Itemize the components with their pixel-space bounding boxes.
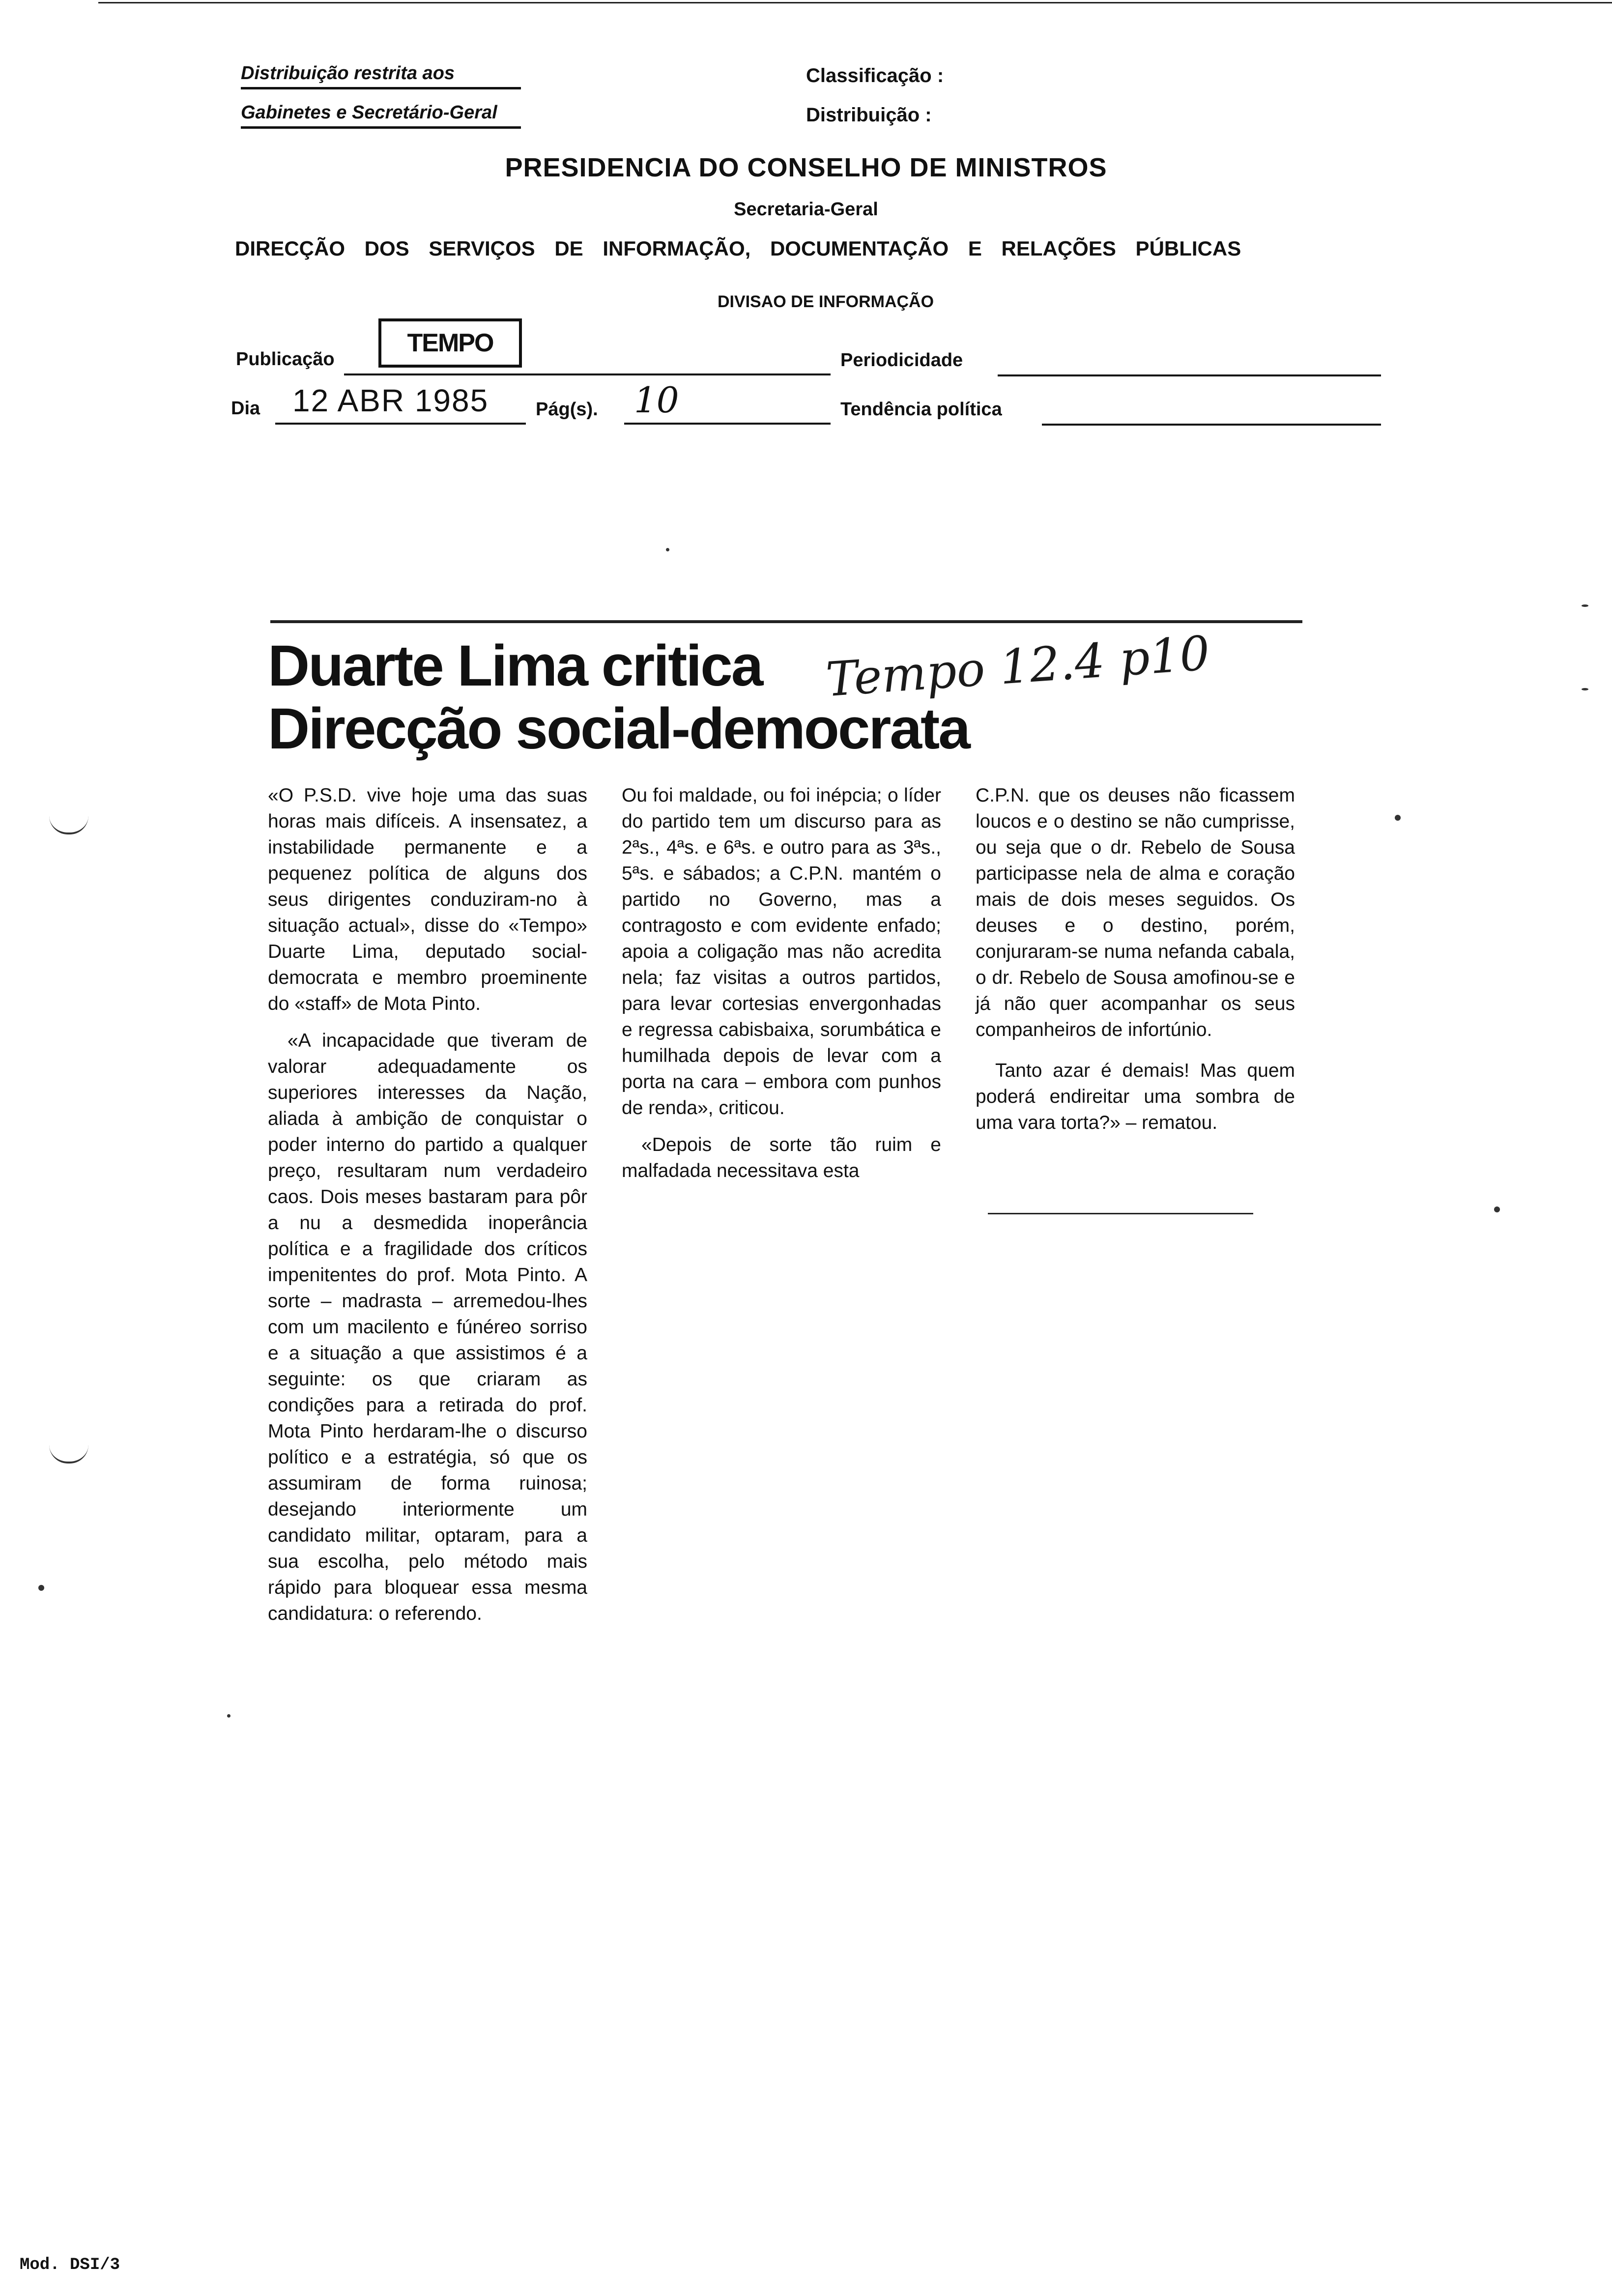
- scan-speck-2: [1494, 1206, 1500, 1212]
- handwritten-note: Tempo 12.4 p10: [824, 625, 1212, 708]
- political-label: Tendência política: [840, 399, 1002, 420]
- periodicity-label: Periodicidade: [840, 350, 963, 371]
- pages-value: 10: [634, 379, 679, 421]
- headline-line2: Direcção social-democrata: [268, 696, 969, 761]
- article-top-rule: [270, 620, 1302, 623]
- pages-label: Pág(s).: [536, 399, 598, 420]
- scan-speck-6: [666, 548, 669, 551]
- distribution-line2: Gabinetes e Secretário-Geral: [241, 102, 521, 129]
- model-code: Mod. DSI/3: [20, 2256, 120, 2274]
- article-column-1: [268, 782, 587, 1637]
- col2-paragraph-2: «Depois de sorte tão ruim e malfadada necessitava esta: [622, 1134, 941, 1181]
- distribution-line1: Distribuição restrita aos: [241, 63, 521, 89]
- direction-title: DIRECÇÃO DOS SERVIÇOS DE INFORMAÇÃO, DOCUMENTAÇÃO E RELAÇÕES PÚBLICAS: [235, 237, 1241, 260]
- classification-label: Classificação :: [806, 65, 944, 86]
- day-label: Dia: [231, 398, 260, 419]
- periodicity-line: [998, 374, 1381, 376]
- publication-stamp: TEMPO: [407, 329, 493, 357]
- col1-paragraph-2: «A incapacidade que tiveram de valorar adequadamente os superiores interesses da Nação, aliada à ambição de conquistar o poder interno do partido a qualquer preço, resultaram num verdadeiro caos. Dois meses bastaram para pôr a nu a desmedida inoperância política e a fragilidade dos críticos impenitentes do prof. Mota Pinto. A sorte – madrasta – arremedou-lhes com um macilento e fúnéreo sorriso e a situação a que assistimos é a seguinte: os que criaram as condições para a retirada do prof. Mota Pinto herdaram-lhe o discurso político e a estratégia, só que os assumiram de forma ruinosa; desejando interiormente um candidato militar, optaram, para a sua escolha, pelo método mais rápido para bloquear essa mesma candidatura: o referendo.: [268, 1030, 587, 1624]
- date-stamp: 12 ABR 1985: [292, 383, 489, 418]
- publication-stamp-box: [378, 318, 522, 368]
- scan-speck-5: [1582, 688, 1588, 690]
- secretariat: Secretaria-Geral: [734, 199, 878, 220]
- scan-speck-4: [1582, 604, 1588, 607]
- publication-label: Publicação: [236, 349, 335, 370]
- col3-paragraph-2: Tanto azar é demais! Mas quem poderá endireitar uma sombra de uma vara torta?» – rematou.: [976, 1060, 1295, 1133]
- distribution-label: Distribuição :: [806, 104, 932, 126]
- division-title: DIVISAO DE INFORMAÇÃO: [717, 292, 934, 311]
- scan-mark-curve-2: [49, 1445, 88, 1464]
- col1-paragraph-1: «O P.S.D. vive hoje uma das suas horas mais difíceis. A insensatez, a instabilidade permanente e a pequenez política de alguns dos seus dirigentes conduziram-no à situação actual», disse do «Tempo» Duarte Lima, deputado social-democrata e membro proeminente do «staff» de Mota Pinto.: [268, 785, 587, 1014]
- scan-speck-7: [227, 1714, 230, 1718]
- day-line: [275, 423, 526, 425]
- scan-top-edge: [98, 2, 1612, 3]
- pages-line: [624, 423, 831, 425]
- scan-speck-3: [38, 1585, 44, 1591]
- article-end-rule: [988, 1213, 1253, 1214]
- headline-line1: Duarte Lima critica: [268, 633, 762, 698]
- scan-speck-1: [1395, 815, 1401, 821]
- political-line: [1042, 424, 1381, 426]
- publication-line: [344, 373, 831, 375]
- col2-paragraph-1: Ou foi maldade, ou foi inépcia; o líder do partido tem um discurso para as 2ªs., 4ªs. e 6ªs. e outro para as 3ªs., 5ªs. e sábados; a C.P.N. mantém o partido no Governo, mas a contragosto e com evidente enfado; apoia a coligação mas não acredita nela; faz visitas a outros partidos, para levar cortesias envergonhadas e regressa cabisbaixa, sorumbática e humilhada depois de levar com a porta na cara – embora com punhos de renda», criticou.: [622, 785, 941, 1119]
- col3-paragraph-1: C.P.N. que os deuses não ficassem loucos e o destino se não cumprisse, ou seja que o dr. Rebelo de Sousa participasse nela de alma e coração mais de dois meses seguidos. Os deuses e o destino, porém, conjuraram-se numa nefanda cabala, o dr. Rebelo de Sousa amofinou-se e já não quer acompanhar os seus companheiros de infortúnio.: [976, 785, 1295, 1040]
- scan-mark-curve-1: [49, 816, 88, 834]
- article-column-2: [622, 782, 941, 1195]
- article-column-3: [976, 782, 1295, 1147]
- institution-title: PRESIDENCIA DO CONSELHO DE MINISTROS: [505, 153, 1107, 182]
